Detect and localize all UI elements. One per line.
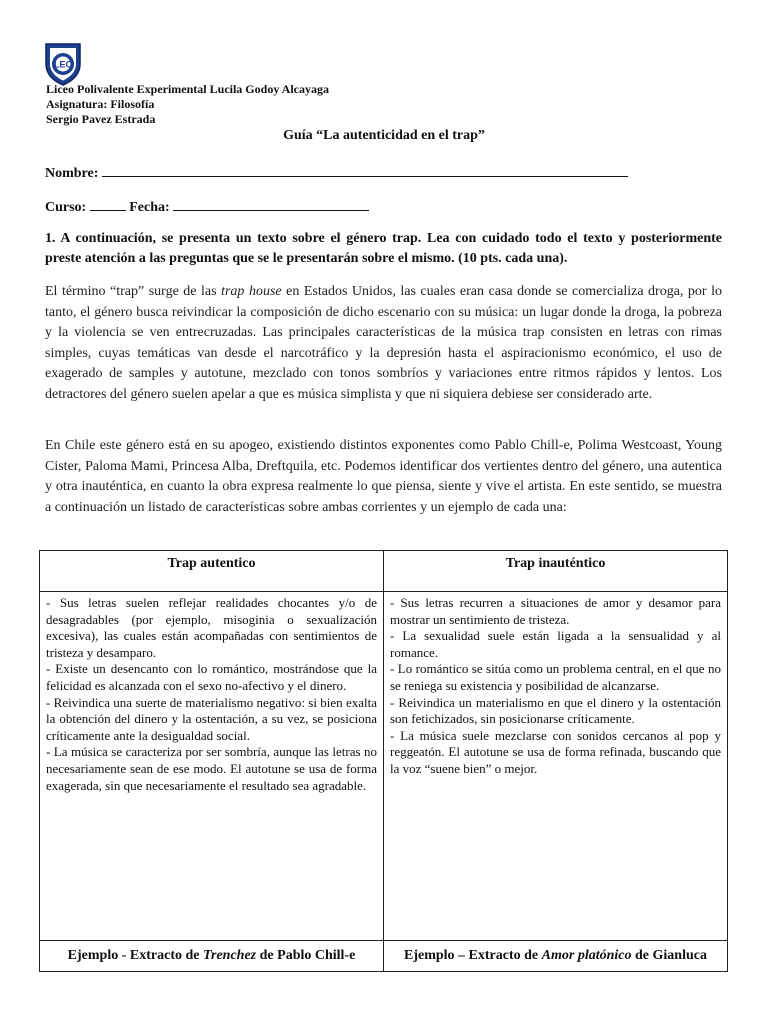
- example-prefix: Ejemplo – Extracto de: [404, 948, 542, 963]
- list-item: - Sus letras suelen reflejar realidades chocantes y/o de desagradables (por ejemplo, misoginia o sexualización excesiva), las cuales están acompañadas con sentimientos de tristeza y desamparo.: [46, 595, 377, 660]
- header-inauthentic: Trap inauténtico: [384, 551, 728, 592]
- subject-line: Asignatura: Filosofía: [46, 97, 155, 111]
- list-item: - Existe un desencanto con lo romántico, mostrándose que la felicidad es alcanzada con el sexo no-afectivo y el dinero.: [46, 661, 377, 693]
- paragraph-text: El término “trap” surge de las: [45, 284, 222, 299]
- list-item: - La música se caracteriza por ser sombría, aunque las letras no necesariamente sean de ese modo. El autotune se usa de forma exagerada, sin que necesariamente el resultado sea agradable.: [46, 744, 377, 793]
- example-suffix: de Pablo Chill-e: [256, 948, 356, 963]
- list-item: - Reivindica un materialismo en que el dinero y la ostentación son fetichizados, sin posicionarse críticamente.: [390, 694, 721, 727]
- list-item: - Reivindica una suerte de materialismo negativo: si bien exalta la obtención del dinero y la ostentación, a su vez, se posiciona críticamente ante la desigualdad social.: [46, 694, 377, 743]
- date-label: Fecha:: [129, 200, 170, 215]
- example-authentic: [40, 941, 384, 972]
- list-item: - Sus letras recurren a situaciones de amor y desamor para mostrar un sentimiento de tristeza.: [390, 595, 721, 627]
- comparison-table: [39, 550, 728, 972]
- header-authentic: Trap autentico: [40, 551, 384, 592]
- list-item: - La música suele mezclarse con sonidos cercanos al pop y reggeatón. El autotune se usa de forma refinada, buscando que la voz “suene bien” o mejor.: [390, 727, 721, 776]
- course-label: Curso:: [45, 200, 87, 215]
- paragraph-italic-term: trap house: [221, 284, 282, 299]
- document-header: [46, 82, 329, 127]
- date-field[interactable]: [173, 196, 369, 211]
- example-inauthentic: [384, 941, 728, 972]
- school-name: Liceo Polivalente Experimental Lucila Godoy Alcayaga: [46, 82, 329, 96]
- name-field-row: [45, 162, 628, 182]
- list-item: - La sexualidad suele están ligada a la sensualidad y al romance.: [390, 628, 721, 660]
- example-song-title: Amor platónico: [541, 948, 632, 963]
- logo-lettering: LEC: [54, 59, 72, 70]
- paragraph-text: en Estados Unidos, las cuales eran casa donde se comercializa droga, por lo tanto, el género busca reivindicar la composición de dicho escenario con su música: un lugar donde la droga, la pobreza y la violencia se ven entrecruzadas. Las principales características de la música trap consisten en letras con rimas simples, cuyas temáticas van desde el narcotráfico y la depresión hasta el aspiracionismo económico, el uso de exagerado de samples y autotune, mezclado con tonos sombríos y variaciones entre ritmos rápidos y lentos. Los detractores del género suelen apelar a que es música simplista y que ni siquiera debiese ser considerado arte.: [45, 284, 722, 402]
- course-date-row: [45, 196, 369, 216]
- example-suffix: de Gianluca: [631, 948, 707, 963]
- school-logo: [44, 42, 82, 86]
- second-paragraph: En Chile este género está en su apogeo, existiendo distintos exponentes como Pablo Chill-e, Polima Westcoast, Young Cister, Paloma Mami, Princesa Alba, Dreftquila, etc. Podemos identificar dos vertientes dentro del género, una autentica y otra inauténtica, en cuanto la obra expresa realmente lo que piensa, siente y vive el artista. En este sentido, se muestra a continuación un listado de características sobre ambas corrientes y un ejemplo de cada una:: [45, 438, 722, 515]
- name-field[interactable]: [102, 162, 628, 177]
- example-song-title: Trenchez: [202, 948, 257, 963]
- list-item: - Lo romántico se sitúa como un problema central, en el que no se reniega su existencia y posibilidad de alcanzarse.: [390, 661, 721, 693]
- question-instructions: 1. A continuación, se presenta un texto sobre el género trap. Lea con cuidado todo el texto y posteriormente preste atención a las preguntas que se le presentarán sobre el mismo. (10 pts. cada una).: [45, 231, 722, 266]
- teacher-name: Sergio Pavez Estrada: [46, 112, 156, 126]
- example-prefix: Ejemplo - Extracto de: [67, 948, 203, 963]
- inauthentic-cell: [384, 592, 728, 941]
- authentic-cell: [40, 592, 384, 941]
- course-field[interactable]: [90, 196, 126, 211]
- name-label: Nombre:: [45, 166, 99, 181]
- intro-paragraph: [45, 282, 722, 405]
- page-title: Guía “La autenticidad en el trap”: [283, 128, 485, 143]
